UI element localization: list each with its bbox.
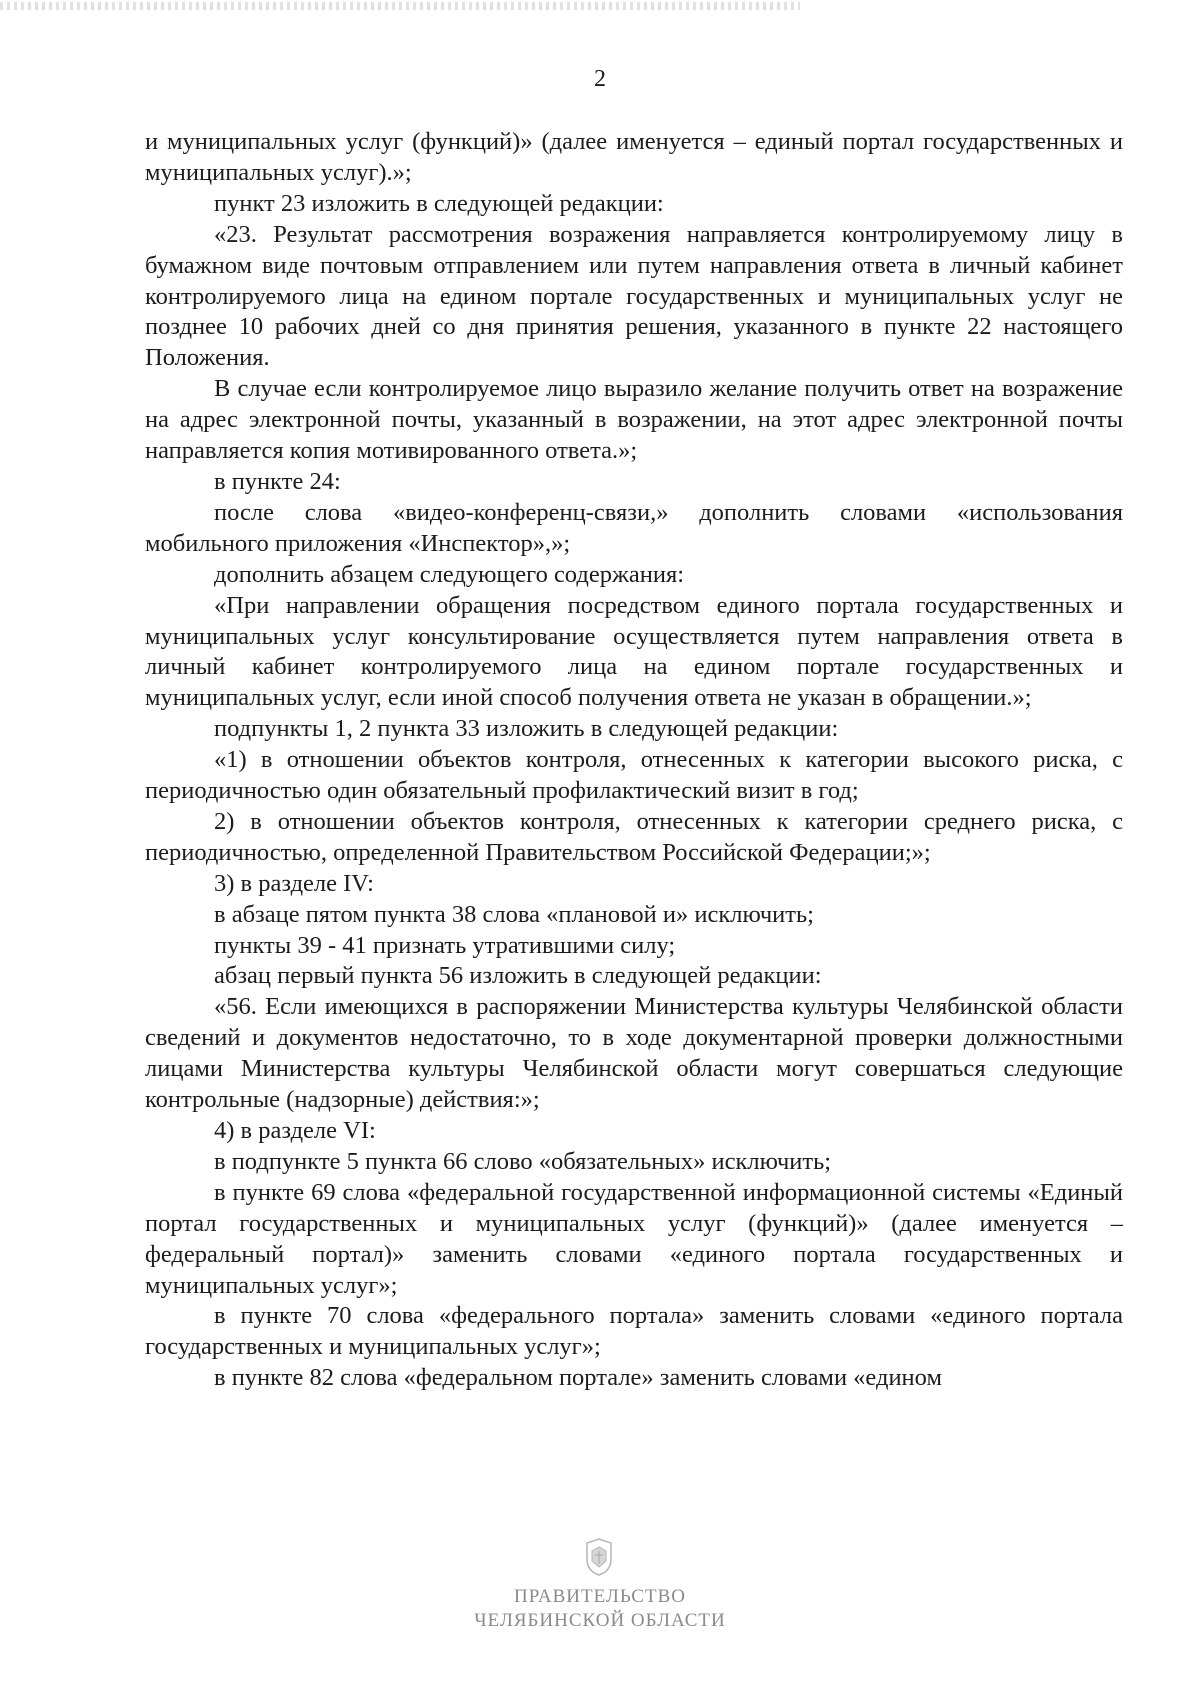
paragraph-4: в пункте 24: [214,467,341,495]
paragraph-3: В случае если контролируемое лицо выразило желание получить ответ на возражение на адрес электронной почты, указанный в возражении, на этот адрес электронной почты направляется копия мотивированного ответа.»; [145,375,1123,465]
paragraph-19: в пункте 70 слова «федерального портала» заменить словами «единого портала государственных и муниципальных услуг»; [145,1302,1123,1361]
paragraph-5: после слова «видео-конференц-связи,» дополнить словами «использования мобильного приложения «Инспектор»,»; [145,498,1123,557]
paragraph-13: пункты 39 - 41 признать утратившими силу; [214,931,676,959]
paragraph-1: пункт 23 изложить в следующей редакции: [214,189,664,217]
government-stamp [0,1585,1200,1633]
coat-of-arms-emblem-icon [584,1537,614,1577]
scan-edge-artifact [0,2,800,10]
paragraph-17: в подпункте 5 пункта 66 слово «обязательных» исключить; [214,1147,832,1175]
paragraph-0: и муниципальных услуг (функций)» (далее именуется – единый портал государственных и муниципальных услуг).»; [145,128,1123,186]
paragraph-14: абзац первый пункта 56 изложить в следующей редакции: [214,962,822,990]
paragraph-2: «23. Результат рассмотрения возражения направляется контролируемому лицу в бумажном виде почтовым отправлением или путем направления ответа в личный кабинет контролируемого лица на едином портале государственных и муниципальных услуг не позднее 10 рабочих дней со дня принятия решения, указанного в пункте 22 настоящего Положения. [145,220,1123,372]
paragraph-6: дополнить абзацем следующего содержания: [214,560,685,588]
paragraph-18: в пункте 69 слова «федеральной государственной информационной системы «Единый портал государственных и муниципальных услуг (функций)» (далее именуется – федеральный портал)» заменить словами «единого портала государственных и муниципальных услуг»; [145,1178,1123,1299]
paragraph-8: подпункты 1, 2 пункта 33 изложить в следующей редакции: [214,715,839,743]
paragraph-9: «1) в отношении объектов контроля, отнесенных к категории высокого риска, с периодичностью один обязательный профилактический визит в год; [145,746,1123,805]
paragraph-10: 2) в отношении объектов контроля, отнесенных к категории среднего риска, с периодичностью, определенной Правительством Российской Федерации;»; [145,807,1123,866]
paragraph-11: 3) в разделе IV: [214,869,374,897]
paragraph-7: «При направлении обращения посредством единого портала государственных и муниципальных услуг консультирование осуществляется путем направления ответа в личный кабинет контролируемого лица на едином портале государственных и муниципальных услуг, если иной способ получения ответа не указан в обращении.»; [145,591,1123,712]
paragraph-20: в пункте 82 слова «федеральном портале» заменить словами «едином [214,1364,942,1392]
stamp-line-1: ПРАВИТЕЛЬСТВО [514,1586,686,1607]
page-number: 2 [594,66,606,92]
document-body [145,127,1123,1394]
paragraph-16: 4) в разделе VI: [214,1117,376,1144]
paragraph-15: «56. Если имеющихся в распоряжении Министерства культуры Челябинской области сведений и документов недостаточно, то в ходе документарной проверки должностными лицами Министерства культуры Челябинской области могут совершаться следующие контрольные (надзорные) действия:»; [145,993,1123,1114]
stamp-line-2: ЧЕЛЯБИНСКОЙ ОБЛАСТИ [474,1610,726,1631]
paragraph-12: в абзаце пятом пункта 38 слова «плановой и» исключить; [214,900,814,928]
